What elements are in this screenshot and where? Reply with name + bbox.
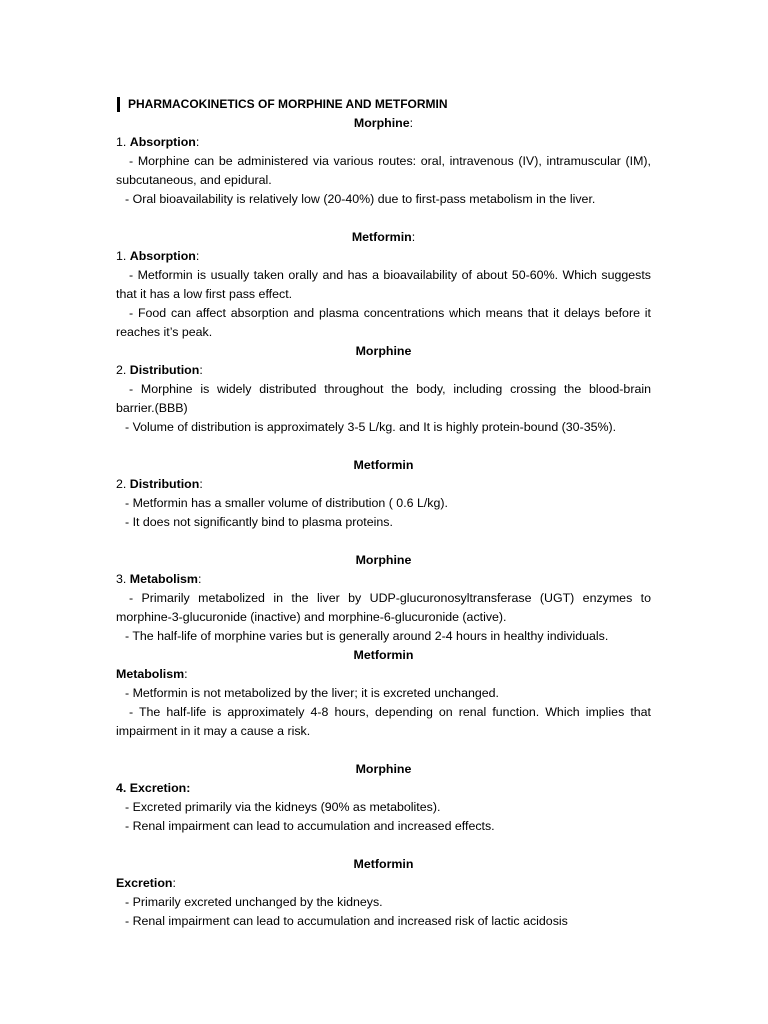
section-heading-metformin-metabolism: Metformin: [353, 648, 414, 662]
paragraph-line: - Food can affect absorption and plasma concentrations which means that it delays before it: [129, 306, 651, 320]
subheading-distribution: 2. Distribution:: [116, 363, 203, 377]
paragraph-line: - Renal impairment can lead to accumulation and increased effects.: [125, 819, 495, 833]
subheading-absorption: 1. Absorption:: [116, 249, 200, 263]
paragraph-line: - Renal impairment can lead to accumulation and increased risk of lactic acidosis: [125, 914, 568, 928]
paragraph-line: - Excreted primarily via the kidneys (90% as metabolites).: [125, 800, 441, 814]
paragraph-line: - Oral bioavailability is relatively low (20-40%) due to first-pass metabolism in the liver.: [125, 192, 596, 206]
paragraph-line: - Primarily metabolized in the liver by UDP-glucuronosyltransferase (UGT) enzymes to: [129, 591, 651, 605]
paragraph-line: morphine-3-glucuronide (inactive) and morphine-6-glucuronide (active).: [116, 610, 507, 624]
heading-marker: [117, 97, 120, 112]
paragraph-line: impairment in it may a cause a risk.: [116, 724, 311, 738]
section-heading-morphine-absorption: Morphine:: [353, 116, 414, 130]
paragraph-line: - Morphine is widely distributed throughout the body, including crossing the blood-brain: [129, 382, 651, 396]
paragraph-line: that it has a low first pass effect.: [116, 287, 293, 301]
document-title: PHARMACOKINETICS OF MORPHINE AND METFORMIN: [128, 97, 448, 111]
subheading-metabolism: Metabolism:: [116, 667, 188, 681]
paragraph-line: - Volume of distribution is approximately 3-5 L/kg. and It is highly protein-bound (30-35%).: [125, 420, 617, 434]
subheading-excretion: 4. Excretion:: [116, 781, 191, 795]
subheading-distribution: 2. Distribution:: [116, 477, 203, 491]
document-page: [116, 95, 651, 931]
paragraph-line: - The half-life of morphine varies but is generally around 2-4 hours in healthy individuals.: [125, 629, 609, 643]
paragraph-line: subcutaneous, and epidural.: [116, 173, 272, 187]
paragraph-line: - Metformin is not metabolized by the liver; it is excreted unchanged.: [125, 686, 499, 700]
paragraph-line: - The half-life is approximately 4-8 hours, depending on renal function. Which implies that: [129, 705, 651, 719]
section-heading-metformin-absorption: Metformin:: [351, 230, 416, 244]
paragraph-line: - Primarily excreted unchanged by the kidneys.: [125, 895, 383, 909]
paragraph-line: - It does not significantly bind to plasma proteins.: [125, 515, 393, 529]
document-title-row: [116, 95, 651, 114]
paragraph-line: - Morphine can be administered via various routes: oral, intravenous (IV), intramuscular (IM),: [129, 154, 651, 168]
paragraph-line: - Metformin has a smaller volume of distribution ( 0.6 L/kg).: [125, 496, 448, 510]
paragraph-line: reaches it’s peak.: [116, 325, 213, 339]
section-heading-morphine-distribution: Morphine: [355, 344, 412, 358]
paragraph-line: - Metformin is usually taken orally and has a bioavailability of about 50-60%. Which suggests: [129, 268, 651, 282]
section-heading-morphine-metabolism: Morphine: [355, 553, 412, 567]
section-heading-metformin-distribution: Metformin: [353, 458, 414, 472]
subheading-absorption: 1. Absorption:: [116, 135, 200, 149]
subheading-metabolism: 3. Metabolism:: [116, 572, 202, 586]
subheading-excretion: Excretion:: [116, 876, 176, 890]
section-heading-metformin-excretion: Metformin: [353, 857, 414, 871]
paragraph-line: barrier.(BBB): [116, 401, 188, 415]
section-heading-morphine-excretion: Morphine: [355, 762, 412, 776]
